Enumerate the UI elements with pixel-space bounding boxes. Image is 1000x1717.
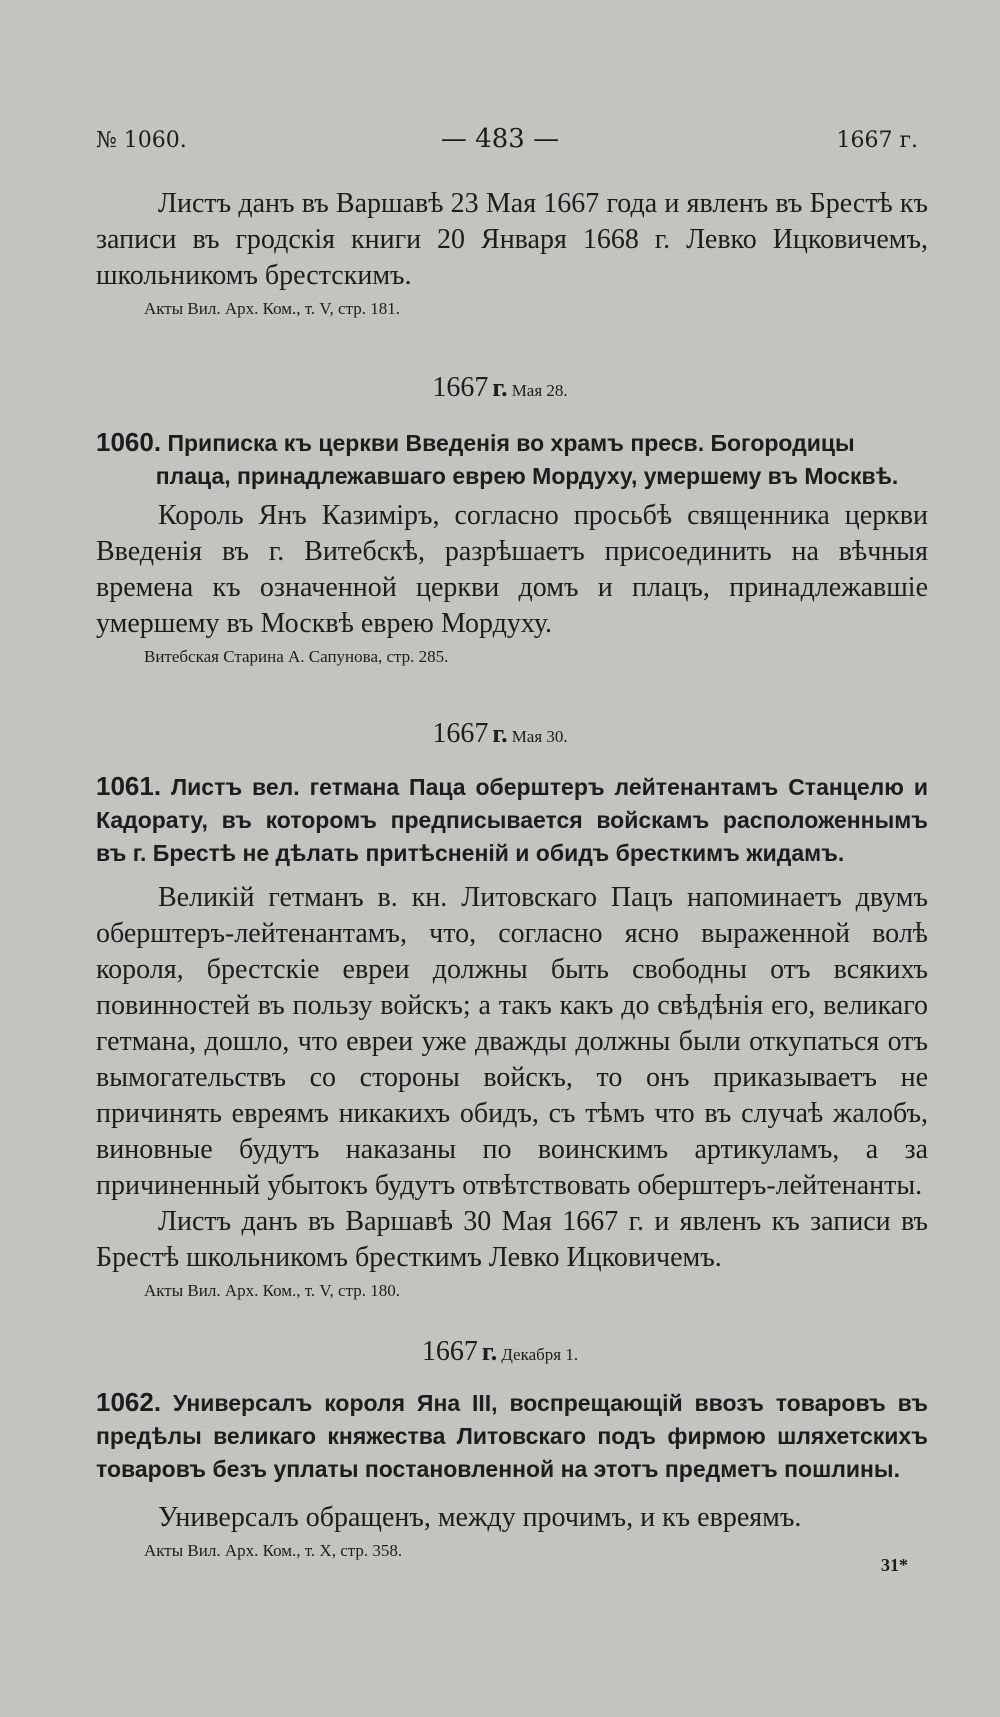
intro-paragraph: Листъ данъ въ Варшавѣ 23 Мая 1667 года и явленъ въ Брестѣ къ записи въ гродскія книги 20 Января 1668 г. Левко Ицковичемъ, школьникомъ брестскимъ.	[96, 188, 928, 291]
entry-1060-body	[96, 498, 928, 668]
date-day: Декабря 1.	[501, 1345, 579, 1364]
date-year: 1667	[432, 718, 489, 749]
entry-paragraph: Король Янъ Казиміръ, согласно просьбѣ священника церкви Введенія въ г. Витебскѣ, разрѣшаетъ присоединить на вѣчныя времена къ означенной церкви домъ и плацъ, принадлежавшіе умершему въ Москвѣ еврею Мордуху.	[96, 500, 928, 639]
date-g: г.	[481, 1337, 498, 1366]
title-line-1: Приписка къ церкви Введенія во храмъ пресв. Богородицы	[167, 430, 855, 456]
entry-1061-title	[96, 770, 928, 870]
entry-1062-title	[96, 1386, 928, 1486]
entry-source: Витебская Старина А. Сапунова, стр. 285.	[144, 647, 449, 666]
entry-number: 1062.	[96, 1387, 162, 1417]
entry-1062-date	[0, 1336, 1000, 1368]
entry-paragraph-1: Великій гетманъ в. кн. Литовскаго Пацъ напоминаетъ двумъ оберштеръ-лейтенантамъ, что, согласно ясно выраженной волѣ короля, брестскіе евреи должны быть свободны отъ всякихъ повинностей въ пользу войскъ; а такъ какъ до свѣдѣнія его, великаго гетмана, дошло, что евреи уже дважды должны были откупаться отъ вымогательствъ со стороны войскъ, то онъ приказываетъ не причинять евреямъ никакихъ обидъ, съ тѣмъ что въ случаѣ жалобъ, виновные будутъ наказаны по воинскимъ артикуламъ, а за причиненный убытокъ будутъ отвѣтствовать оберштеръ-лейтенанты.	[96, 882, 928, 1201]
header-page-number: — 483 —	[440, 124, 560, 154]
entry-source: Акты Вил. Арх. Ком., т. X, стр. 358.	[144, 1541, 403, 1560]
date-year: 1667	[421, 1336, 478, 1367]
entry-1061-body	[96, 880, 928, 1302]
date-day: Мая 30.	[511, 727, 568, 746]
entry-title-text: Универсалъ короля Яна III, воспрещающій ввозъ товаровъ въ предѣлы великаго княжества Литовскаго подъ фирмою шляхетскихъ товаровъ безъ уплаты постановленной на этотъ предметъ пошлины.	[96, 1390, 929, 1482]
title-line-2: плаца, принадлежавшаго еврею Мордуху, умершему въ Москвѣ.	[155, 463, 899, 489]
date-year: 1667	[432, 372, 489, 403]
entry-number: 1061.	[96, 771, 162, 801]
date-day: Мая 28.	[511, 381, 568, 400]
intro-source: Акты Вил. Арх. Ком., т. V, стр. 181.	[144, 299, 400, 318]
entry-1060-date	[0, 372, 1000, 404]
signature-mark: 31*	[881, 1555, 908, 1575]
date-g: г.	[492, 719, 508, 748]
entry-1060-title	[96, 426, 928, 493]
entry-paragraph-2: Листъ данъ въ Варшавѣ 30 Мая 1667 г. и явленъ къ записи въ Брестѣ школьникомъ бресткимъ Левко Ицковичемъ.	[96, 1206, 928, 1273]
header-year: 1667 г.	[836, 128, 918, 153]
entry-1062-body	[96, 1500, 928, 1562]
header-entry-number: № 1060.	[96, 128, 187, 153]
date-g: г.	[492, 373, 508, 402]
entry-source: Акты Вил. Арх. Ком., т. V, стр. 180.	[144, 1281, 400, 1300]
intro-block	[96, 186, 928, 320]
entry-1061-date	[0, 718, 1000, 750]
entry-title-text: Листъ вел. гетмана Паца оберштеръ лейтенантамъ Станцелю и Кадорату, въ которомъ предписывается войскамъ расположеннымъ въ г. Брестѣ не дѣлать притѣсненій и обидъ бресткимъ жидамъ.	[96, 774, 928, 866]
entry-paragraph: Универсалъ обращенъ, между прочимъ, и къ евреямъ.	[158, 1502, 802, 1533]
entry-number: 1060.	[96, 427, 162, 457]
